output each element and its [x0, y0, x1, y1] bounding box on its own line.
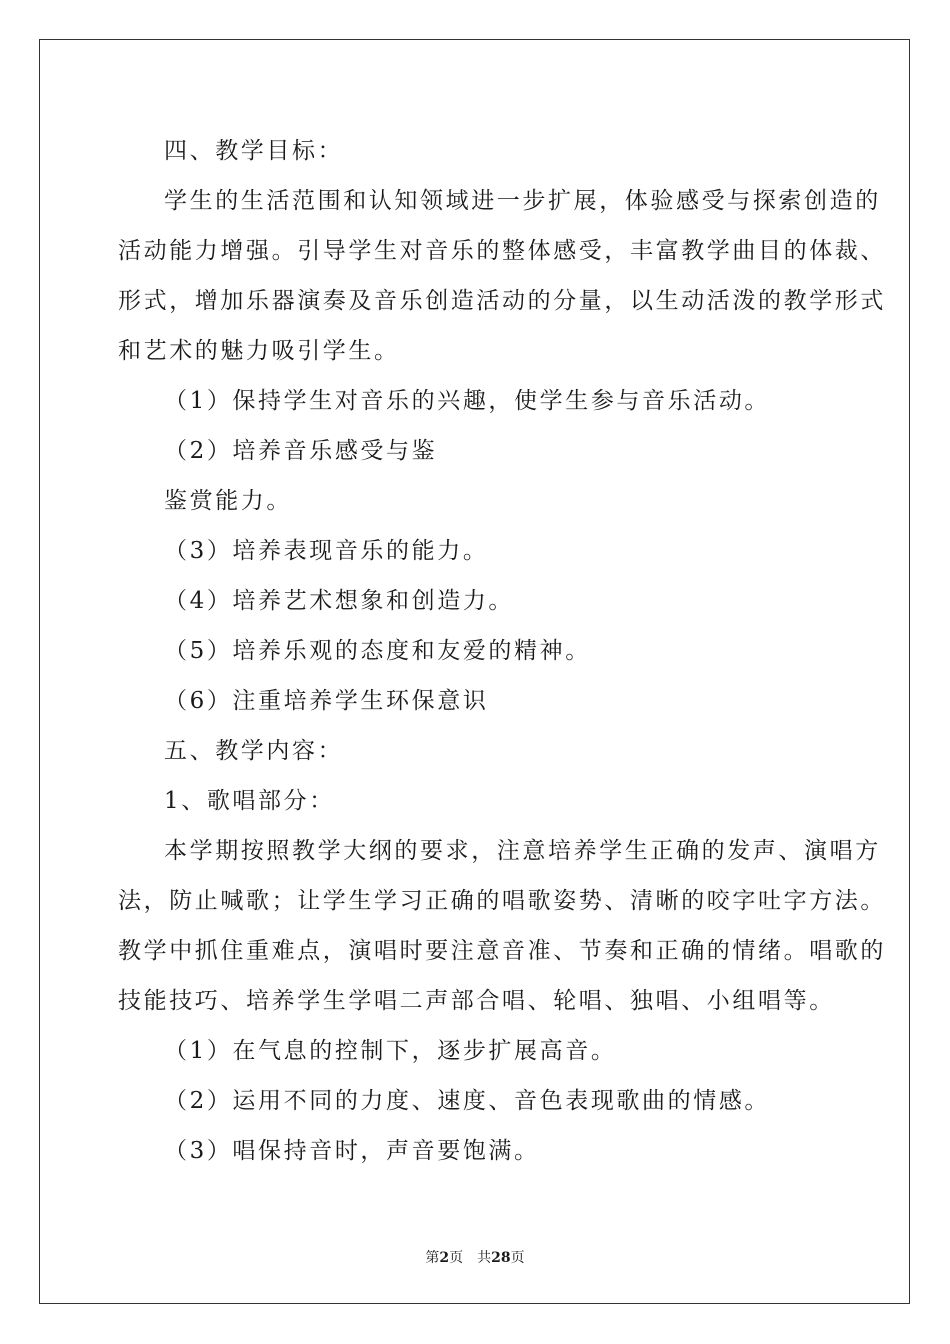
- list-item-continuation: 鉴赏能力。: [164, 488, 292, 514]
- document-body: [118, 126, 886, 1176]
- current-page-number: 2: [439, 1250, 450, 1266]
- list-item: （1）在气息的控制下，逐步扩展高音。: [164, 1038, 617, 1064]
- list-item: （3）培养表现音乐的能力。: [164, 538, 489, 564]
- total-page-count: 28: [491, 1250, 511, 1266]
- paragraph-line: 和艺术的魅力吸引学生。: [118, 338, 400, 364]
- paragraph-line: 活动能力增强。引导学生对音乐的整体感受，丰富教学曲目的体裁、: [118, 238, 886, 264]
- paragraph-line: 本学期按照教学大纲的要求，注意培养学生正确的发声、演唱方: [164, 838, 881, 864]
- paragraph-line: 法，防止喊歌；让学生学习正确的唱歌姿势、清晰的咬字吐字方法。: [118, 888, 886, 914]
- page-prefix: 第: [425, 1250, 440, 1266]
- list-item: （1）保持学生对音乐的兴趣，使学生参与音乐活动。: [164, 388, 771, 414]
- list-item: （4）培养艺术想象和创造力。: [164, 588, 515, 614]
- total-suffix: 页: [510, 1250, 525, 1266]
- list-item: （6）注重培养学生环保意识: [164, 688, 489, 714]
- paragraph-line: 技能技巧、培养学生学唱二声部合唱、轮唱、独唱、小组唱等。: [118, 988, 835, 1014]
- paragraph-line: 教学中抓住重难点，演唱时要注意音准、节奏和正确的情绪。唱歌的: [118, 938, 886, 964]
- total-prefix: 共: [477, 1250, 492, 1266]
- page-footer: [0, 1247, 950, 1267]
- list-item: （2）运用不同的力度、速度、音色表现歌曲的情感。: [164, 1088, 771, 1114]
- section-heading: 五、教学内容：: [164, 738, 344, 764]
- list-item: （5）培养乐观的态度和友爱的精神。: [164, 638, 591, 664]
- paragraph-line: 学生的生活范围和认知领域进一步扩展，体验感受与探索创造的: [164, 188, 881, 214]
- page-suffix: 页: [449, 1250, 464, 1266]
- list-item: （2）培养音乐感受与鉴: [164, 438, 438, 464]
- subsection-heading: 1、歌唱部分：: [164, 788, 335, 814]
- list-item: （3）唱保持音时，声音要饱满。: [164, 1138, 540, 1164]
- paragraph-line: 形式，增加乐器演奏及音乐创造活动的分量，以生动活泼的教学形式: [118, 288, 886, 314]
- section-heading: 四、教学目标：: [164, 138, 344, 164]
